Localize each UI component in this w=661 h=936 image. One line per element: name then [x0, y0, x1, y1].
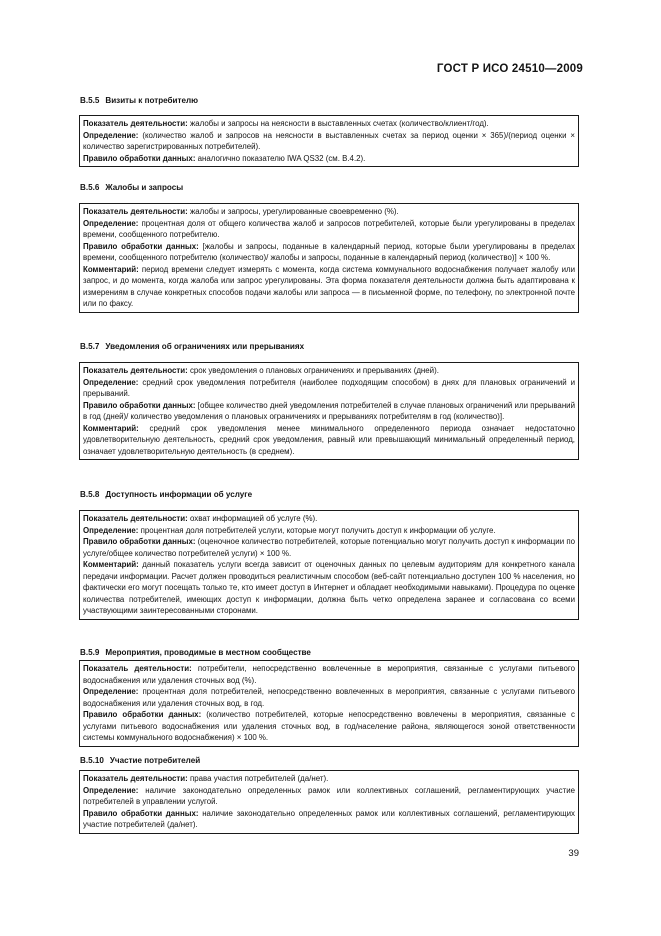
entry-indicator: Показатель деятельности: права участия потребителей (да/нет).	[83, 774, 329, 783]
entry-rule: Правило обработки данных: (количество потребителей, которые непосредственно вовлечены в мероприятия, связанные с услугами питьевого водоснабжения или удаления сточных вод, в год/население района, являющегося зоной ответственности системы коммунального водоснабжения) × 100 %.	[83, 710, 575, 742]
section-number: В.5.8	[80, 490, 100, 499]
section-title: Мероприятия, проводимые в местном сообществе	[105, 648, 311, 657]
entry-comment: Комментарий: средний срок уведомления менее минимального определенного периода означает недостаточно удовлетворительную деятельность, средний срок уведомления, равный или превышающий минимальный определенный период, означает удовлетворительную деятельность (в среднем).	[83, 423, 575, 456]
entry-definition: Определение: средний срок уведомления потребителя (наиболее подходящим способом) в днях для плановых ограничений и прерываний.	[83, 377, 575, 398]
section-heading	[80, 648, 311, 657]
section-number: В.5.7	[80, 342, 100, 351]
section-heading	[80, 756, 200, 765]
page-number: 39	[568, 848, 579, 859]
section-number: В.5.5	[80, 96, 100, 105]
entry-indicator: Показатель деятельности: срок уведомления о плановых ограничениях и прерываниях (дней).	[83, 366, 439, 375]
section-heading	[80, 342, 304, 351]
entry-rule: Правило обработки данных: наличие законодательно определенных рамок или коллективных соглашений, регламентирующих участие потребителей (да/нет).	[83, 808, 575, 829]
entry-indicator: Показатель деятельности: охват информацией об услуге (%).	[83, 514, 318, 523]
indicator-box	[79, 510, 579, 620]
entry-comment: Комментарий: период времени следует измерять с момента, когда система коммунального водоснабжения получает жалобу или запрос, и до момента, когда жалоба или запрос урегулированы. Эта форма показателя деятельности должна быть адаптирована к измерениям в случае конкретных способов подачи жалобы или запроса — в письменной форме, по телефону, по электронной почте или по факсу.	[83, 264, 575, 308]
section-heading	[80, 490, 252, 499]
section-title: Визиты к потребителю	[105, 96, 199, 105]
document-code: ГОСТ Р ИСО 24510—2009	[436, 63, 583, 75]
section-number: В.5.10	[80, 756, 104, 765]
entry-indicator: Показатель деятельности: жалобы и запросы, урегулированные своевременно (%).	[83, 207, 399, 216]
entry-definition: Определение: процентная доля от общего количества жалоб и запросов потребителей, которые были урегулированы в пределах времени, сообщенного потребителю.	[83, 218, 575, 239]
indicator-box	[79, 115, 579, 167]
entry-comment: Комментарий: данный показатель услуги всегда зависит от оценочных данных по целевым аудиториям для конкретного канала передачи информации. Расчет должен проводиться реалистичным способом (веб-сайт потенциально доступен 100 % населения, но фактически его могут посещать только те, кто имеет доступ в Интернет и обладает необходимыми навыками). Процедура по оценке количества потребителей, имеющих доступ к информации, должна быть четко определена заранее и согласована со всеми участвующими заинтересованными сторонами.	[83, 560, 575, 615]
indicator-box	[79, 770, 579, 834]
section-title: Участие потребителей	[109, 756, 201, 765]
section-number: В.5.6	[80, 183, 100, 192]
entry-rule: Правило обработки данных: [жалобы и запросы, поданные в календарный период, которые были урегулированы в пределах времени, сообщенного потребителю (количество)/ жалобы и запросы, поданные в календарный период (количество)] × 100 %.	[83, 241, 575, 262]
section-heading	[80, 183, 183, 192]
entry-definition: Определение: процентная доля потребителей услуги, которые могут получить доступ к информации об услуге.	[83, 525, 496, 535]
entry-indicator: Показатель деятельности: жалобы и запросы на неясности в выставленных счетах (количество/клиент/год).	[83, 119, 489, 128]
section-title: Жалобы и запросы	[105, 183, 184, 192]
indicator-box	[79, 203, 579, 313]
section-title: Доступность информации об услуге	[105, 490, 253, 499]
indicator-box	[79, 362, 579, 460]
entry-indicator: Показатель деятельности: потребители, непосредственно вовлеченные в мероприятия, связанные с услугами питьевого водоснабжения или удаления сточных вод (%).	[83, 664, 575, 685]
section-number: В.5.9	[80, 648, 100, 657]
section-heading	[80, 96, 198, 105]
section-title: Уведомления об ограничениях или прерываниях	[105, 342, 305, 351]
indicator-box	[79, 660, 579, 747]
entry-rule: Правило обработки данных: (оценочное количество потребителей, которые потенциально могут получить доступ к информации по услуге/общее количество потребителей услуги) × 100 %.	[83, 537, 575, 558]
entry-definition: Определение: наличие законодательно определенных рамок или коллективных соглашений, регламентирующих участие потребителей в управлении услугой.	[83, 785, 575, 806]
entry-rule: Правило обработки данных: аналогично показателю IWA QS32 (см. В.4.2).	[83, 153, 366, 163]
entry-rule: Правило обработки данных: [общее количество дней уведомления потребителей в случае плановых ограничений или прерываний в год (дней)/ количество уведомления о плановых ограничениях и прерываниях потребителям в год (количество)].	[83, 400, 575, 421]
entry-definition: Определение: процентная доля потребителей, непосредственно вовлеченных в мероприятия, связанные с услугами питьевого водоснабжения или удаления сточных вод, в год.	[83, 687, 575, 708]
entry-definition: Определение: (количество жалоб и запросов на неясности в выставленных счетах за период оценки × 365)/(период оценки × количество зарегистрированных потребителей).	[83, 130, 575, 151]
